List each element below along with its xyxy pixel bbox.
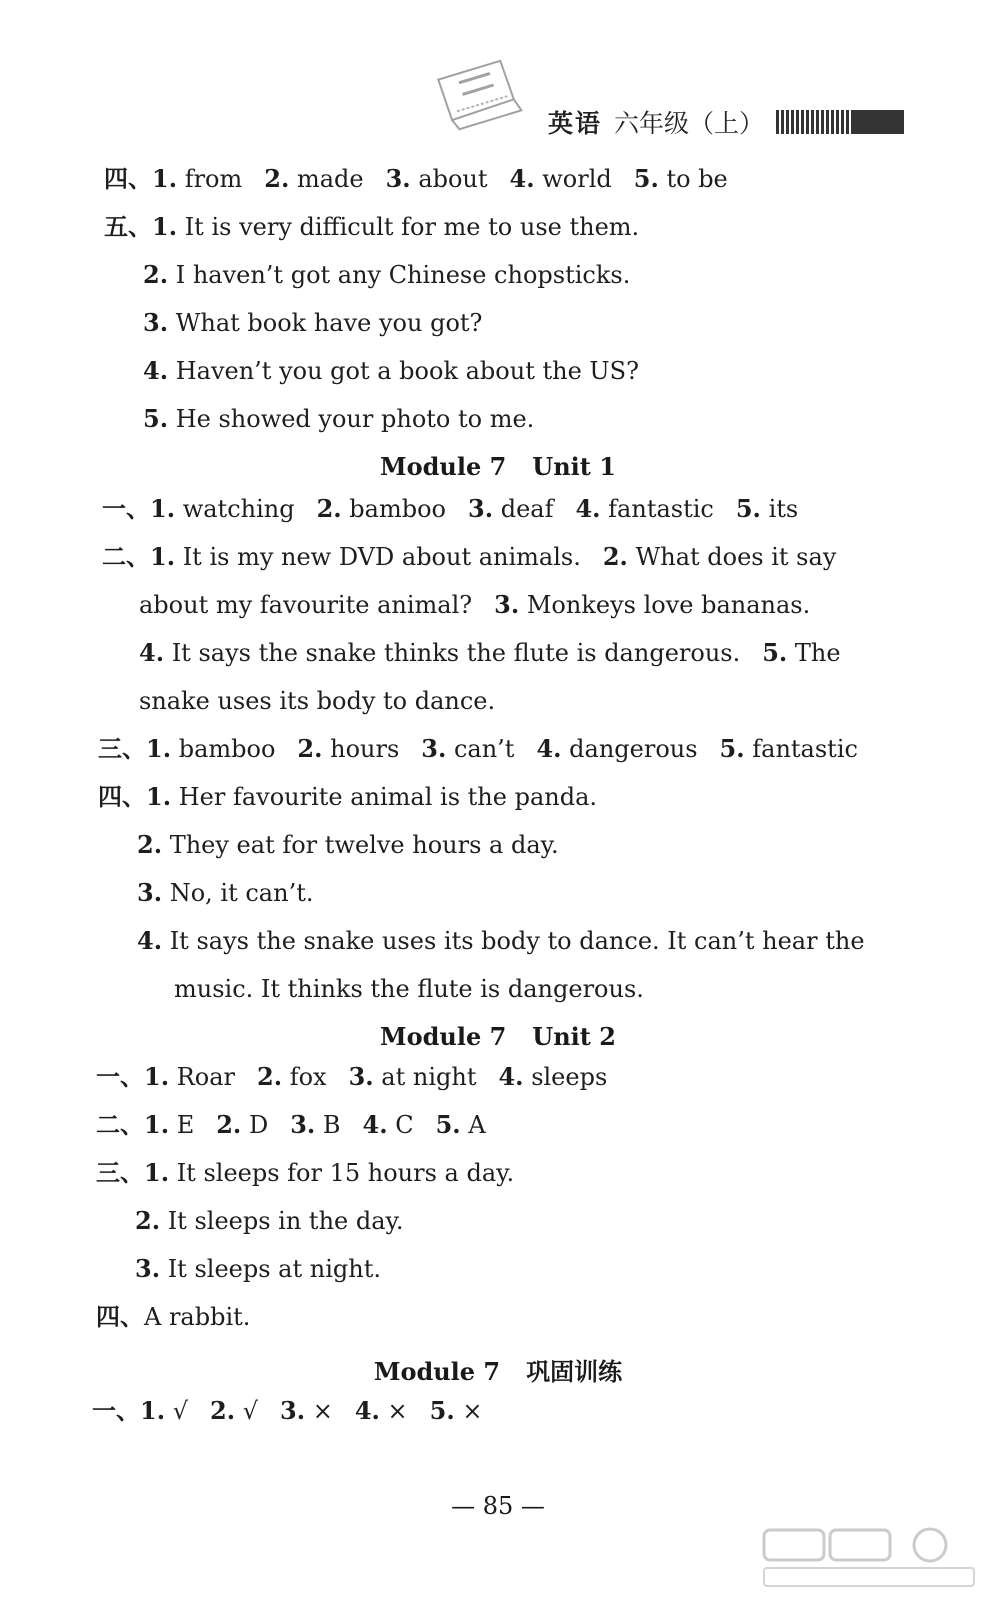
answer-row-u1-s4-3: 3. No, it can’t. (137, 878, 314, 907)
header-decoration (776, 110, 904, 134)
answer-row-u1-s4-4: 4. It says the snake uses its body to dance. It can’t hear the (137, 926, 865, 955)
answer-row-s5-5: 5. He showed your photo to me. (143, 404, 535, 433)
section-heading-m7u1: Module 7 Unit 1 (380, 452, 616, 481)
answer-row-s5-3: 3. What book have you got? (143, 308, 483, 337)
answer-row-u2-s3-1: 三、1. It sleeps for 15 hours a day. (96, 1158, 515, 1187)
answer-row-s5-4: 4. Haven’t you got a book about the US? (143, 356, 639, 385)
answer-row-u2-s2: 二、1. E 2. D 3. B 4. C 5. A (96, 1110, 486, 1139)
page-header (548, 100, 904, 144)
subject-label: 英语 (548, 109, 603, 138)
answer-row-u2-s1: 一、1. Roar 2. fox 3. at night 4. sleeps (96, 1062, 608, 1091)
answer-row-u2-s4: 四、A rabbit. (96, 1302, 251, 1331)
answer-row-s4: 四、1. from 2. made 3. about 4. world 5. to be (104, 164, 728, 193)
answer-row-u2-s3-3: 3. It sleeps at night. (135, 1254, 381, 1283)
answer-row-u1-s1: 一、1. watching 2. bamboo 3. deaf 4. fantastic 5. its (102, 494, 799, 523)
answer-row-u1-s2-c: 4. It says the snake thinks the flute is dangerous. 5. The (139, 638, 841, 667)
answer-row-u1-s4-2: 2. They eat for twelve hours a day. (137, 830, 559, 859)
section-heading-m7u2: Module 7 Unit 2 (380, 1022, 616, 1051)
grade-label: 六年级（上） (614, 109, 765, 138)
answer-row-u1-s3: 三、1. bamboo 2. hours 3. can’t 4. dangerous 5. fantastic (98, 734, 858, 763)
answer-row-u2-s3-2: 2. It sleeps in the day. (135, 1206, 404, 1235)
answer-row-u1-s4-1: 四、1. Her favourite animal is the panda. (98, 782, 598, 811)
section-heading-m7-review: Module 7 巩固训练 (373, 1357, 623, 1386)
answer-row-review-s1: 一、1. √ 2. √ 3. × 4. × 5. × (92, 1396, 483, 1425)
answer-row-u1-s2-a: 二、1. It is my new DVD about animals. 2. What does it say (102, 542, 837, 571)
answer-row-u1-s2-d: snake uses its body to dance. (139, 687, 496, 715)
homework-stamp-icon (430, 54, 529, 138)
page-number: — 85 — (451, 1492, 545, 1520)
site-watermark-logo-icon (760, 1526, 985, 1592)
answer-row-u1-s4-4-cont: music. It thinks the flute is dangerous. (174, 975, 644, 1003)
answer-row-u1-s2-b: about my favourite animal? 3. Monkeys love bananas. (139, 590, 811, 619)
answer-row-s5-2: 2. I haven’t got any Chinese chopsticks. (143, 260, 631, 289)
answer-row-s5-1: 五、1. It is very difficult for me to use them. (104, 212, 640, 241)
